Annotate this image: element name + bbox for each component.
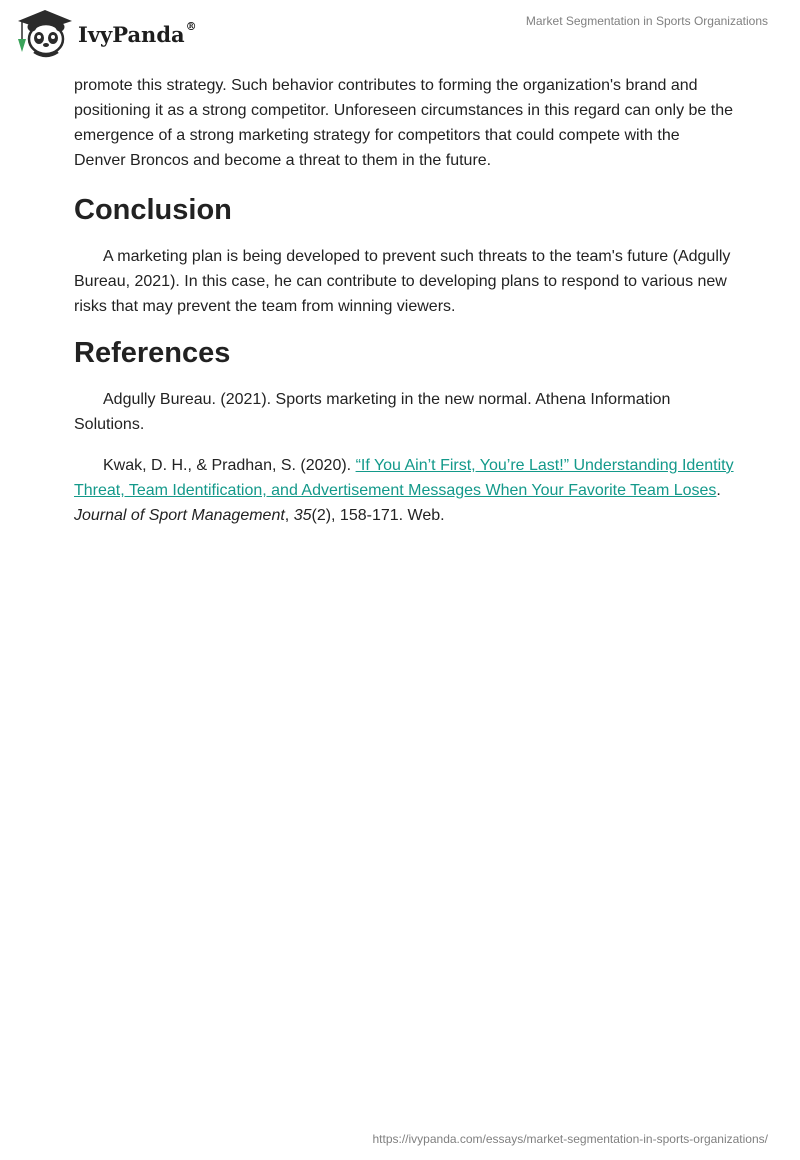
reference-volume: 35: [293, 507, 312, 524]
reference-separator: .: [716, 482, 721, 499]
continued-paragraph: promote this strategy. Such behavior contributes to forming the organization's brand and positioning it as a strong competitor. Unforeseen circumstances in this regard can only be the emergence of a strong marketing strategy for competitors that could compete with the Denver Broncos and become a threat to them in the future.: [74, 77, 734, 169]
panda-graduation-cap-icon: [14, 8, 78, 60]
page-header: [0, 0, 800, 70]
conclusion-paragraph: A marketing plan is being developed to prevent such threats to the team's future (Adgully Bureau, 2021). In this case, he can contribute to developing plans to respond to various new risks that may prevent the team from winning viewers.: [74, 248, 731, 315]
reference-title-link[interactable]: “If You Ain’t First, You’re Last!” Understanding Identity Threat, Team Identification, and Advertisement Messages When Your Favorite Team Loses: [74, 457, 734, 499]
reference-journal: Journal of Sport Management: [74, 507, 285, 524]
references-heading: References: [74, 337, 231, 369]
reference-comma: ,: [284, 507, 294, 524]
logo-text: IvyPanda: [78, 22, 185, 47]
footer-url[interactable]: https://ivypanda.com/essays/market-segmentation-in-sports-organizations/: [372, 1132, 768, 1146]
running-title: Market Segmentation in Sports Organizations: [525, 14, 768, 28]
reference-issue-pages: (2), 158-171. Web.: [311, 507, 445, 524]
ivypanda-logo[interactable]: [14, 8, 214, 60]
reference-entry-1: Adgully Bureau. (2021). Sports marketing in the new normal. Athena Information Solutions.: [74, 391, 671, 433]
logo-wordmark: [78, 22, 197, 47]
registered-mark: ®: [185, 20, 197, 33]
reference-entry-2: [74, 453, 734, 528]
conclusion-heading: Conclusion: [74, 194, 232, 226]
reference-authors: Kwak, D. H., & Pradhan, S. (2020).: [103, 457, 356, 474]
document-body: [74, 70, 734, 528]
